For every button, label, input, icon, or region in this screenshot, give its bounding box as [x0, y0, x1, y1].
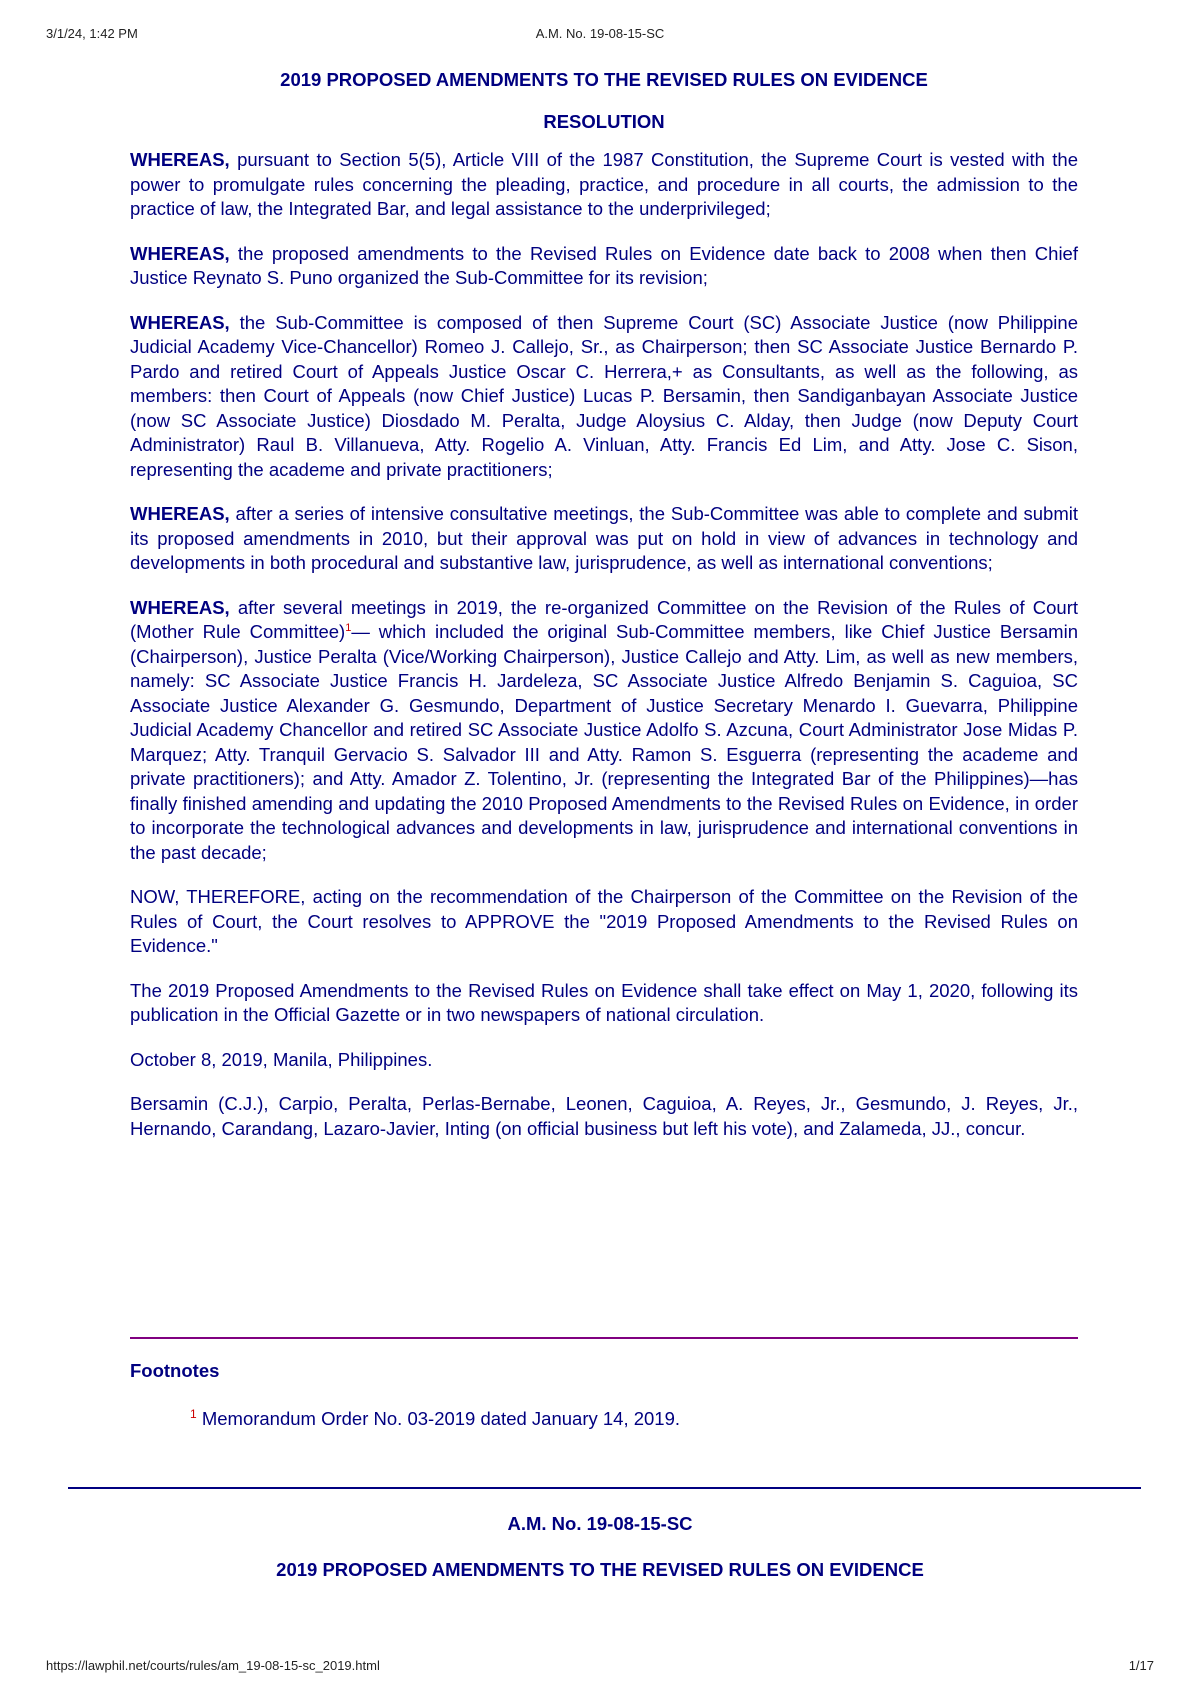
paragraph-text: NOW, THEREFORE, acting on the recommendation of the Chairperson of the Committee on the Revision of the Rules of Court, the Court resolves to APPROVE the "2019 Proposed Amendments to the Revised Rules on Evidence."	[130, 886, 1078, 956]
document-subtitle: RESOLUTION	[543, 111, 665, 132]
paragraph-text: after a series of intensive consultative meetings, the Sub-Committee was able to complete and submit its proposed amendments in 2010, but their approval was put on hold in view of advances in technology and developments in both procedural and substantive law, jurisprudence, as well as international conventions;	[130, 503, 1078, 573]
paragraph-text: The 2019 Proposed Amendments to the Revised Rules on Evidence shall take effect on May 1, 2020, following its publication in the Official Gazette or in two newspapers of national circulation.	[130, 979, 1078, 1025]
resolution-paragraph	[130, 885, 1078, 959]
document-title: 2019 PROPOSED AMENDMENTS TO THE REVISED RULES ON EVIDENCE	[280, 69, 928, 90]
footnote-number: 1	[190, 1407, 197, 1421]
paragraph-text: the Sub-Committee is composed of then Supreme Court (SC) Associate Justice (now Philippine Judicial Academy Vice-Chancellor) Romeo J. Callejo, Sr., as Chairperson; then SC Associate Justice Bernardo P. Pardo and retired Court of Appeals Justice Oscar C. Herrera,+ as Consultants, as well as the following, as members: then Court of Appeals (now Chief Justice) Lucas P. Bersamin, then Sandiganbayan Associate Justice (now SC Associate Justice) Diosdado M. Peralta, Judge Aloysius C. Alday, then Judge (now Deputy Court Administrator) Raul B. Villanueva, Atty. Rogelio A. Vinluan, Atty. Francis Ed Lim, and Atty. Jose C. Sison, representing the academe and private practitioners;	[130, 311, 1078, 480]
footnotes-heading: Footnotes	[130, 1360, 220, 1381]
print-header	[46, 26, 1154, 46]
print-page-number: 1/17	[1128, 1658, 1154, 1673]
section-divider	[68, 1487, 1141, 1489]
whereas-lead: WHEREAS,	[130, 503, 230, 524]
print-footer	[46, 1658, 1154, 1678]
footnotes-divider	[130, 1337, 1078, 1339]
date-place-paragraph	[130, 1048, 1078, 1073]
effectivity-paragraph	[130, 979, 1078, 1028]
next-section-title: 2019 PROPOSED AMENDMENTS TO THE REVISED RULES ON EVIDENCE	[276, 1559, 924, 1580]
footnote-reference-link[interactable]: 1	[345, 621, 352, 634]
concurrence-paragraph	[130, 1092, 1078, 1141]
footnote-item	[190, 1407, 680, 1430]
whereas-paragraph	[130, 242, 1078, 291]
whereas-lead: WHEREAS,	[130, 596, 230, 618]
paragraph-text-continued: — which included the original Sub-Committee members, like Chief Justice Bersamin (Chairperson), Justice Peralta (Vice/Working Chairperson), Justice Callejo and Atty. Lim, as well as new members, namely: SC Associate Justice Francis H. Jardeleza, SC Associate Justice Alfredo Benjamin S. Caguioa, SC Associate Justice Alexander G. Gesmundo, Department of Justice Secretary Menardo I. Guevarra, Philippine Judicial Academy Chancellor and retired SC Associate Justice Adolfo S. Azcuna, Court Administrator Jose Midas P. Marquez; Atty. Tranquil Gervacio S. Salvador III and Atty. Ramon S. Esguerra (representing the academe and private practitioners); and Atty. Amador Z. Tolentino, Jr. (representing the Integrated Bar of the Philippines)—has finally finished amending and updating the 2010 Proposed Amendments to the Revised Rules on Evidence, in order to incorporate the technological advances and developments in law, jurisprudence and international conventions in the past decade;	[130, 621, 1078, 863]
paragraph-text: Bersamin (C.J.), Carpio, Peralta, Perlas-Bernabe, Leonen, Caguioa, A. Reyes, Jr., Gesmundo, J. Reyes, Jr., Hernando, Carandang, Lazaro-Javier, Inting (on official business but left his vote), and Zalameda, JJ., concur.	[130, 1093, 1078, 1139]
whereas-lead: WHEREAS,	[130, 311, 230, 333]
print-doc-ref: A.M. No. 19-08-15-SC	[535, 26, 665, 41]
whereas-lead: WHEREAS,	[130, 149, 230, 170]
whereas-paragraph	[130, 502, 1078, 576]
paragraph-text: pursuant to Section 5(5), Article VIII of the 1987 Constitution, the Supreme Court is vested with the power to promulgate rules concerning the pleading, practice, and procedure in all courts, the admission to the practice of law, the Integrated Bar, and legal assistance to the underprivileged;	[130, 149, 1078, 219]
print-datetime: 3/1/24, 1:42 PM	[46, 26, 138, 41]
footnote-text: Memorandum Order No. 03-2019 dated January 14, 2019.	[196, 1408, 681, 1430]
whereas-paragraph	[130, 148, 1078, 222]
paragraph-text: October 8, 2019, Manila, Philippines.	[130, 1048, 433, 1070]
document-body	[130, 68, 1078, 1161]
paragraph-text: after several meetings in 2019, the re-organized Committee on the Revision of the Rules of Court (Mother Rule Committee)	[130, 596, 1078, 642]
whereas-lead: WHEREAS,	[130, 242, 230, 264]
print-url: https://lawphil.net/courts/rules/am_19-08-15-sc_2019.html	[46, 1658, 380, 1673]
paragraph-text: the proposed amendments to the Revised Rules on Evidence date back to 2008 when then Chief Justice Reynato S. Puno organized the Sub-Committee for its revision;	[130, 242, 1078, 288]
next-section-am-number: A.M. No. 19-08-15-SC	[507, 1513, 693, 1534]
whereas-paragraph	[130, 596, 1078, 866]
whereas-paragraph	[130, 311, 1078, 483]
